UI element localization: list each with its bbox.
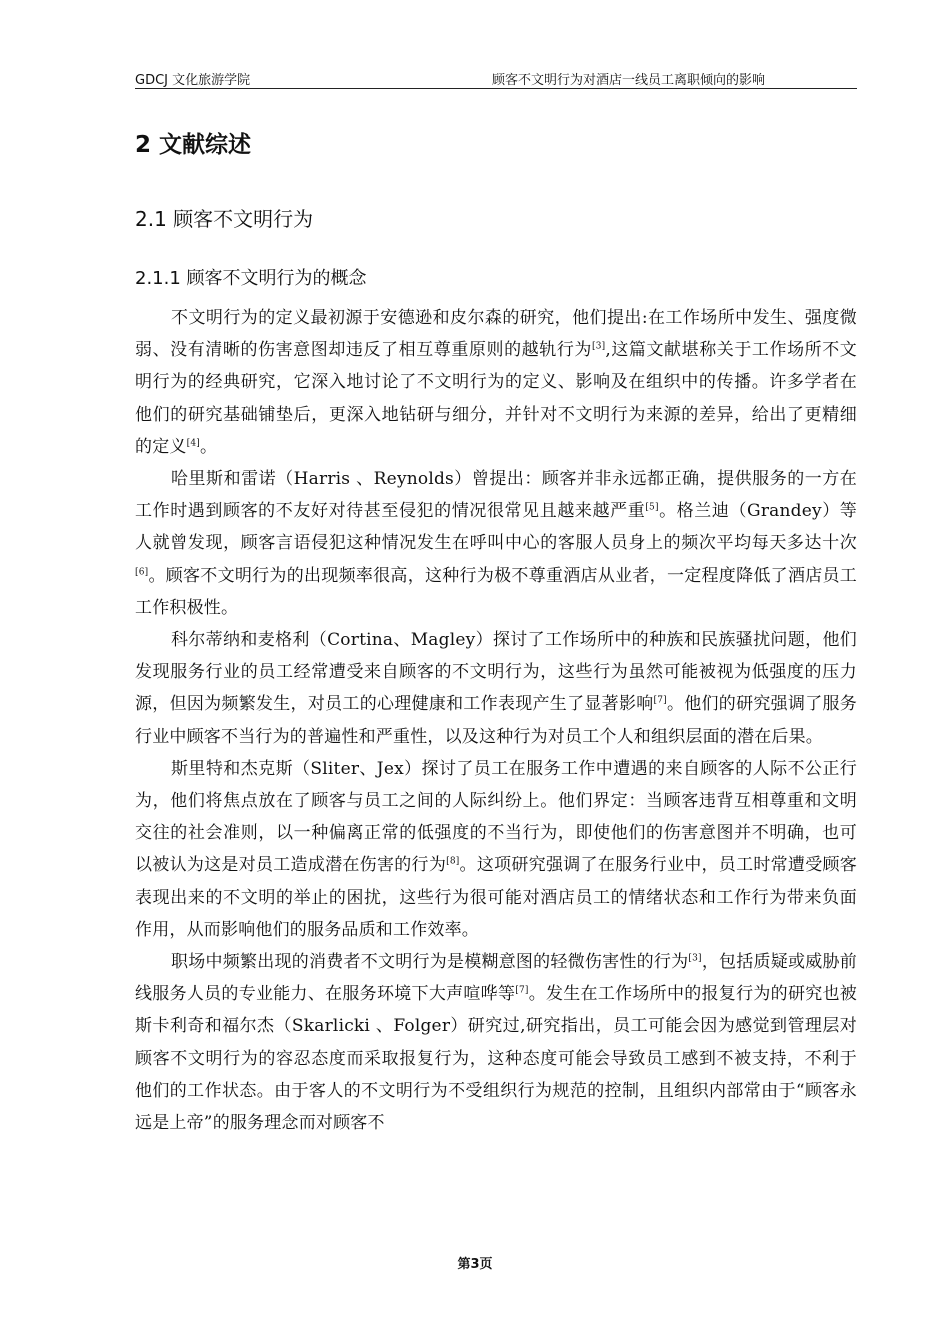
page-number: 第3页	[457, 1257, 493, 1272]
section-title: 2.1 顾客不文明行为	[135, 207, 314, 231]
citation: [5]	[645, 502, 659, 513]
citation: [7]	[653, 695, 667, 706]
body-text	[135, 302, 857, 1139]
text-run: 。格兰迪（Grandey）等人就曾发现，顾客言语侵犯这种情况发生在呼叫中心的客服人员身上的频次平均每天多达十次	[135, 501, 857, 554]
paragraph-2	[135, 463, 857, 624]
paragraph-1	[135, 302, 857, 463]
paragraph-5	[135, 946, 857, 1139]
text-run: ，包括质疑或威胁前线服务人员的专业能力、在服务环境下大声喧哗等	[135, 952, 857, 1005]
text-run: 科尔蒂纳和麦格利（Cortina、Magley）探讨了工作场所中的种族和民族骚扰问题，他们发现服务行业的员工经常遭受来自顾客的不文明行为，这些行为虽然可能被视为低强度的压力源，但因为频繁发生，对员工的心理健康和工作表现产生了显著影响	[135, 630, 857, 715]
paragraph-4	[135, 753, 857, 946]
citation: [6]	[135, 566, 149, 577]
header-thesis-title: 顾客不文明行为对酒店一线员工离职倾向的影响	[492, 73, 766, 88]
text-run: 。	[199, 436, 218, 457]
citation: [3]	[688, 953, 702, 964]
text-run: 。这项研究强调了在服务行业中，员工时常遭受顾客表现出来的不文明的举止的困扰，这些行为很可能对酒店员工的情绪状态和工作行为带来负面作用，从而影响他们的服务品质和工作效率。	[135, 855, 857, 940]
text-run: 哈里斯和雷诺（Harris 、Reynolds）曾提出：顾客并非永远都正确，提供服务的一方在工作时遇到顾客的不友好对待甚至侵犯的情况很常见且越来越严重	[135, 469, 857, 522]
header-institution: GDCJ 文化旅游学院	[135, 73, 251, 88]
citation: [3]	[591, 341, 606, 352]
citation: [4]	[186, 438, 200, 449]
text-run: 职场中频繁出现的消费者不文明行为是模糊意图的轻微伤害性的行为	[171, 952, 689, 973]
text-run: 。发生在工作场所中的报复行为的研究也被斯卡利奇和福尔杰（Skarlicki 、Folger）研究过,研究指出，员工可能会因为感觉到管理层对顾客不文明行为的容忍态度而采取报复行为，这种态度可能会导致员工感到不被支持，不利于他们的工作状态。由于客人的不文明行为不受组织行为规范的控制，且组织内部常由于“顾客永远是上帝”的服务理念而对顾客不	[135, 984, 857, 1134]
page-header	[135, 68, 857, 89]
text-run: ,这篇文献堪称关于工作场所不文明行为的经典研究，它深入地讨论了不文明行为的定义、影响及在组织中的传播。许多学者在他们的研究基础铺垫后，更深入地钻研与细分，并针对不文明行为来源的差异，给出了更精细的定义	[135, 340, 858, 457]
citation: [7]	[515, 985, 529, 996]
text-run: 。顾客不文明行为的出现频率很高，这种行为极不尊重酒店从业者，一定程度降低了酒店员工工作积极性。	[135, 565, 857, 618]
paragraph-3	[135, 624, 857, 753]
chapter-title: 2 文献综述	[135, 132, 252, 158]
subsection-title: 2.1.1 顾客不文明行为的概念	[135, 268, 367, 289]
text-run: 斯里特和杰克斯（Sliter、Jex）探讨了员工在服务工作中遭遇的来自顾客的人际不公正行为，他们将焦点放在了顾客与员工之间的人际纠纷上。他们界定：当顾客违背互相尊重和文明交往的社会准则，以一种偏离正常的低强度的不当行为，即使他们的伤害意图并不明确，也可以被认为这是对员工造成潜在伤害的行为	[135, 758, 857, 876]
text-run: 不文明行为的定义最初源于安德逊和皮尔森的研究，他们提出:在工作场所中发生、强度微弱、没有清晰的伤害意图却违反了相互尊重原则的越轨行为	[135, 308, 857, 361]
text-run: 。他们的研究强调了服务行业中顾客不当行为的普遍性和严重性，以及这种行为对员工个人和组织层面的潜在后果。	[135, 694, 857, 747]
citation: [8]	[446, 856, 460, 867]
